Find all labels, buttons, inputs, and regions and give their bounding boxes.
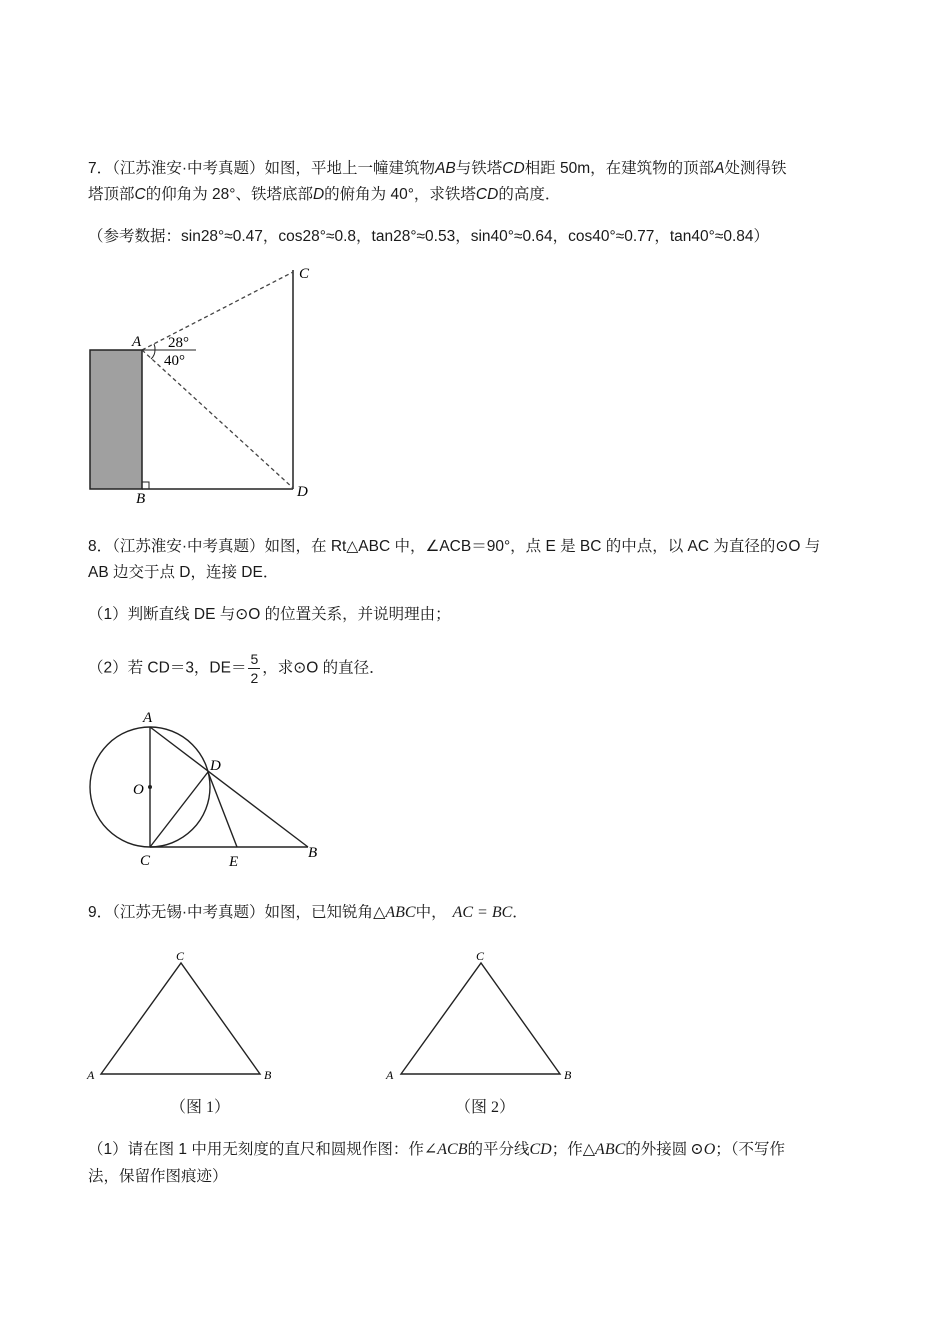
label-A: A — [87, 1068, 95, 1082]
q9-figure-1 — [80, 945, 290, 1090]
right-angle-mark — [142, 482, 149, 489]
sight-line-ac — [142, 272, 293, 350]
label-D: D — [297, 484, 308, 500]
label-E: E — [229, 854, 239, 870]
triangle-ABC — [101, 963, 260, 1074]
q8-line2: AB 边交于点 D，连接 DE． — [88, 564, 279, 581]
figure-1-caption: （图 1） — [170, 1099, 231, 1116]
label-A: A — [386, 1068, 394, 1082]
label-B: B — [136, 491, 146, 507]
q7-reference-data: （参考数据：sin28°≈0.47，cos28°≈0.8，tan28°≈0.53，sin40°≈0.64，cos40°≈0.77，tan40°≈0.84） — [88, 228, 770, 245]
q9-part1-line2: 法，保留作图痕迹） — [88, 1168, 228, 1185]
label-C: C — [176, 949, 185, 963]
q9-source: （江苏无锡·中考真题） — [112, 904, 265, 921]
label-C: C — [299, 266, 310, 282]
q9-part1-line1: （1）请在图 1 中用无刻度的直尺和圆规作图：作∠ACB的平分线CD；作△ABC的外接圆 ⊙O；（不写作 — [88, 1141, 786, 1158]
label-A: A — [132, 334, 142, 350]
fraction-five-halves: $\frac{5}{2}$ — [250, 651, 259, 686]
q7-figure — [80, 258, 330, 508]
q8-part2: （2）若 CD＝3，DE＝ $\frac{5}{2}$ ，求⊙O 的直径． — [88, 651, 385, 686]
q9-figure-2 — [380, 945, 590, 1090]
q7-number: 7． — [88, 160, 113, 177]
label-B: B — [264, 1068, 272, 1082]
label-angle-28: 28° — [168, 335, 189, 351]
q7-source: （江苏淮安·中考真题） — [112, 160, 265, 177]
q8-figure — [80, 705, 330, 875]
label-B: B — [308, 845, 318, 861]
q8-line1: 8．（江苏淮安·中考真题）如图，在 Rt△ABC 中，∠ACB＝90°，点 E 是 BC 的中点，以 AC 为直径的⊙O 与 — [88, 538, 821, 555]
angle-arc-28 — [154, 344, 155, 350]
label-A: A — [143, 710, 153, 726]
segment-DE — [208, 772, 237, 847]
q8-part1: （1）判断直线 DE 与⊙O 的位置关系，并说明理由； — [88, 606, 451, 623]
center-dot-O — [148, 785, 152, 789]
label-angle-40: 40° — [164, 353, 185, 369]
segment-AB — [150, 727, 308, 847]
label-C: C — [476, 949, 485, 963]
label-O: O — [133, 782, 144, 798]
building-rect — [90, 350, 142, 489]
q7-line2: 塔顶部C的仰角为 28°、铁塔底部D的俯角为 40°，求铁塔CD的高度． — [88, 186, 561, 203]
label-B: B — [564, 1068, 572, 1082]
q9-line1: 9．（江苏无锡·中考真题）如图，已知锐角△ABC中， AC = BC． — [88, 904, 528, 921]
triangle-ABC — [401, 963, 560, 1074]
q7-line1: 7．（江苏淮安·中考真题）如图，平地上一幢建筑物AB与铁塔CD相距 50m，在建筑物的顶部A处测得铁 — [88, 160, 787, 177]
sight-line-ad — [142, 350, 293, 488]
figure-2-caption: （图 2） — [455, 1099, 516, 1116]
q8-number: 8． — [88, 538, 113, 555]
angle-arc-40 — [151, 350, 155, 359]
label-D: D — [210, 758, 221, 774]
q9-number: 9． — [88, 904, 113, 921]
segment-CD — [150, 772, 208, 847]
label-C: C — [140, 853, 151, 869]
q8-source: （江苏淮安·中考真题） — [112, 538, 265, 555]
